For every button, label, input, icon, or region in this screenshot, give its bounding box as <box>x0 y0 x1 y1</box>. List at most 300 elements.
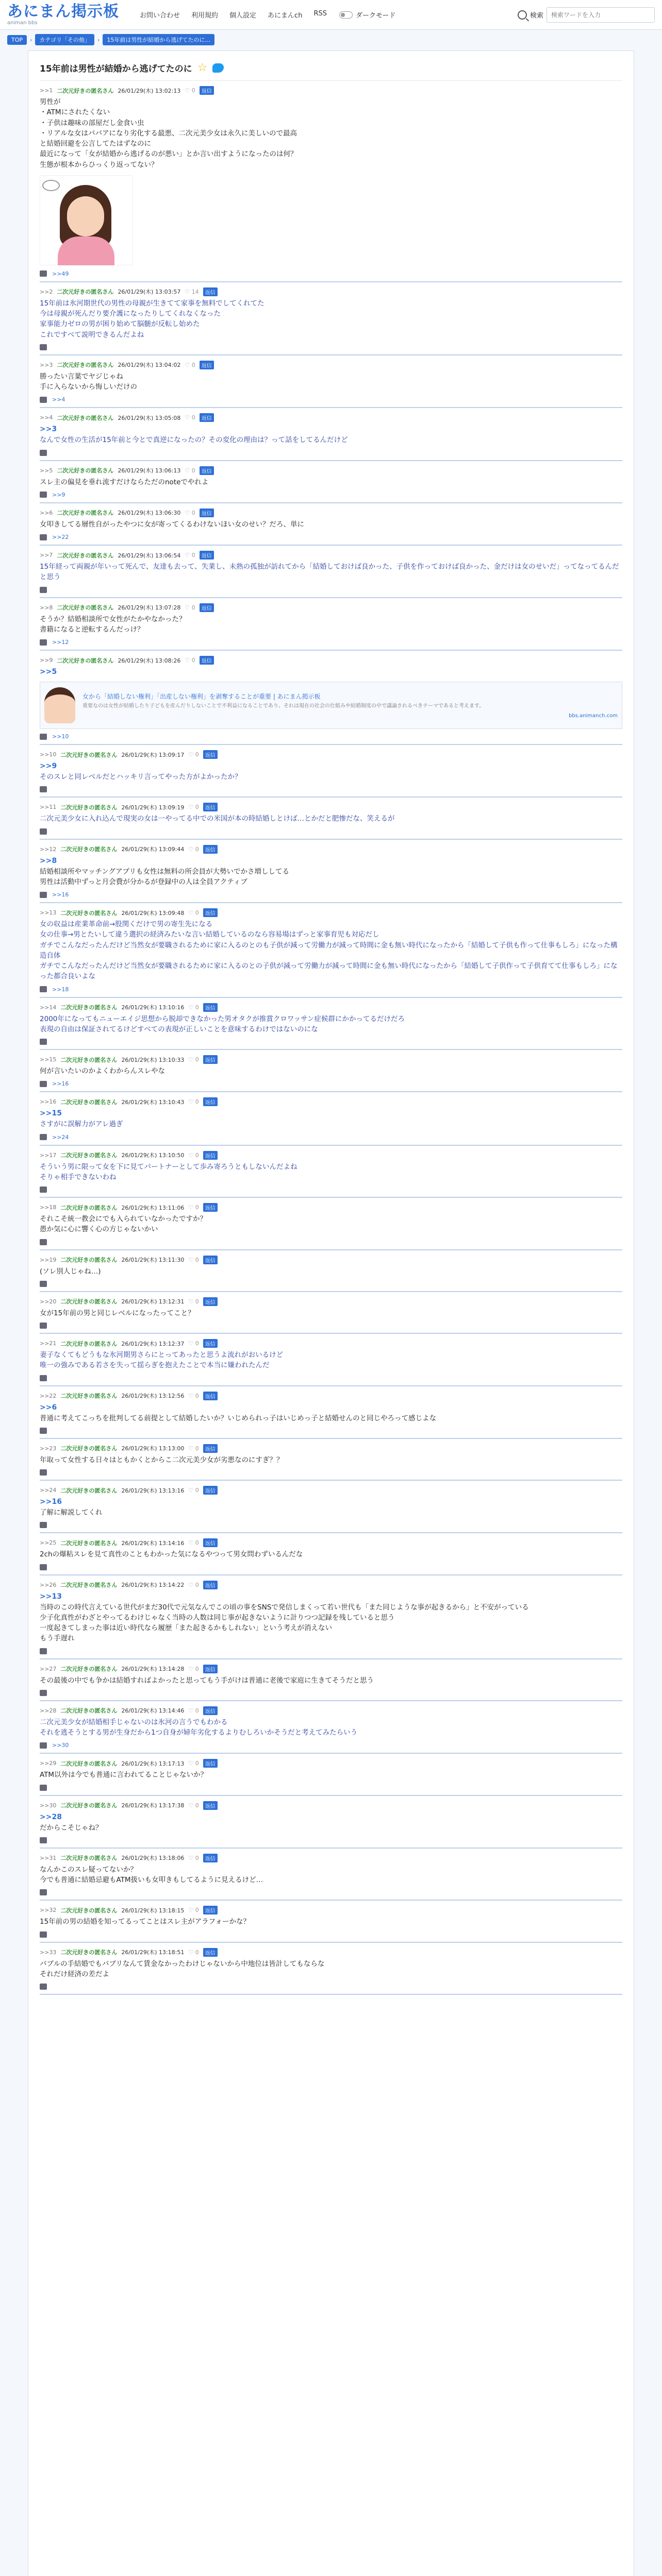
post-line: ガチでこんなだったんだけど当然女が要職されるために家に入るのとのも子供が減って労働力が減って時間に金も無い時代になったから「結婚して子供も作って仕事もしろ」になった構造自体 <box>40 941 618 960</box>
report-icon[interactable] <box>40 1889 47 1895</box>
good-count[interactable]: ♡ 0 <box>188 1056 199 1063</box>
reply-button[interactable]: 返信 <box>203 1392 218 1400</box>
report-icon[interactable] <box>40 1648 47 1654</box>
post-footer <box>40 1931 622 1938</box>
post-date: 26/01/29(木) 13:06:54 <box>118 552 181 559</box>
post-number[interactable]: >>28 <box>40 1707 57 1714</box>
reply-button[interactable]: 返信 <box>203 1801 218 1810</box>
post-date: 26/01/29(木) 13:17:38 <box>121 1802 185 1809</box>
post-list <box>40 81 622 1995</box>
report-icon[interactable] <box>40 492 47 498</box>
post-footer <box>40 891 622 898</box>
nav-rss[interactable]: RSS <box>313 10 327 18</box>
report-icon[interactable] <box>40 1690 47 1696</box>
post-number[interactable]: >>18 <box>40 1204 57 1211</box>
post-author: 二次元好きの匿名さん <box>57 657 114 664</box>
anchor-link[interactable]: >>28 <box>40 1812 62 1821</box>
post-line: 年取って女性する日々はともかくとからこ二次元美少女が劣悪なのにすぎ？？ <box>40 1455 284 1464</box>
post-number[interactable]: >>32 <box>40 1907 57 1914</box>
good-count[interactable]: ♡ 0 <box>188 1340 199 1347</box>
reply-button[interactable]: 返信 <box>203 1948 218 1957</box>
good-count[interactable]: ♡ 0 <box>188 1581 199 1588</box>
post-body <box>40 1549 622 1560</box>
post-footer <box>40 450 622 456</box>
post-footer <box>40 1742 622 1749</box>
post-date: 26/01/29(木) 13:03:57 <box>118 289 181 296</box>
post-footer <box>40 986 622 993</box>
post-number[interactable]: >>31 <box>40 1854 57 1861</box>
anchor-link[interactable]: >>3 <box>40 425 57 434</box>
good-count[interactable]: ♡ 0 <box>185 604 195 611</box>
post <box>40 598 622 651</box>
good-count[interactable]: ♡ 0 <box>185 552 195 558</box>
good-count[interactable]: ♡ 0 <box>185 509 195 516</box>
search-input[interactable] <box>547 7 655 23</box>
post-number[interactable]: >>9 <box>40 657 53 664</box>
post-date: 26/01/29(木) 13:06:13 <box>118 467 181 474</box>
post-number[interactable]: >>21 <box>40 1340 57 1347</box>
report-icon[interactable] <box>40 1134 47 1140</box>
post-date: 26/01/29(木) 13:11:30 <box>121 1257 185 1263</box>
post-body <box>40 1455 622 1465</box>
anchor-link[interactable]: >>13 <box>40 1592 62 1601</box>
post-line: 一度起きてしまった事は近い時代なら履歴「また起きるかもしれない」という考えが消えない <box>40 1624 332 1632</box>
report-icon[interactable] <box>40 344 47 350</box>
post-footer <box>40 1375 622 1381</box>
post-author: 二次元好きの匿名さん <box>60 1907 118 1914</box>
good-number: 0 <box>191 467 195 474</box>
post-body <box>40 424 622 445</box>
post-line: ・子供は趣味の部屋だし金食い虫 <box>40 118 144 127</box>
post-image[interactable] <box>40 175 133 265</box>
report-icon[interactable] <box>40 1239 47 1245</box>
post-number[interactable]: >>11 <box>40 804 57 811</box>
reply-button[interactable]: 返信 <box>203 845 218 854</box>
good-count[interactable]: ♡ 14 <box>185 288 199 295</box>
reply-link[interactable]: >>4 <box>52 396 65 403</box>
post-number[interactable]: >>23 <box>40 1445 57 1452</box>
report-icon[interactable] <box>40 587 47 593</box>
good-count[interactable]: ♡ 0 <box>188 804 199 811</box>
good-count[interactable]: ♡ 0 <box>188 1907 199 1914</box>
post-footer <box>40 396 622 403</box>
good-number: 14 <box>191 288 199 295</box>
reply-link[interactable]: >>49 <box>52 270 69 277</box>
report-icon[interactable] <box>40 1428 47 1434</box>
post-meta <box>40 1003 622 1012</box>
good-count[interactable]: ♡ 0 <box>188 1392 199 1399</box>
nav-terms[interactable]: 利用規約 <box>191 12 219 20</box>
reply-button[interactable]: 返信 <box>203 1151 218 1160</box>
reply-button[interactable]: 返信 <box>203 1665 218 1673</box>
nav-animanch[interactable]: あにまんch <box>268 12 303 20</box>
post-date: 26/01/29(木) 13:11:06 <box>121 1204 185 1211</box>
report-icon[interactable] <box>40 828 47 835</box>
post-meta <box>40 1256 622 1264</box>
post-author: 二次元好きの匿名さん <box>60 1056 118 1063</box>
good-count[interactable]: ♡ 0 <box>185 467 195 474</box>
anchor-link[interactable]: >>9 <box>40 762 57 770</box>
post-author: 二次元好きの匿名さん <box>57 604 114 611</box>
post-author: 二次元好きの匿名さん <box>60 1539 118 1547</box>
twitter-share-icon[interactable] <box>212 63 224 73</box>
report-icon[interactable] <box>40 1837 47 1843</box>
post-body <box>40 298 622 340</box>
post-author: 二次元好きの匿名さん <box>60 1152 118 1159</box>
good-number: 0 <box>195 1854 199 1861</box>
search-label: 検索 <box>529 12 543 20</box>
post-date: 26/01/29(木) 13:02:13 <box>118 87 181 94</box>
post-date: 26/01/29(木) 13:07:28 <box>118 604 181 611</box>
reply-button[interactable]: 返信 <box>200 361 214 369</box>
reply-button[interactable]: 返信 <box>203 1097 218 1106</box>
report-icon[interactable] <box>40 986 47 992</box>
good-count[interactable]: ♡ 0 <box>188 1204 199 1211</box>
reply-button[interactable]: 返信 <box>203 1706 218 1715</box>
post <box>40 1198 622 1250</box>
report-icon[interactable] <box>40 1375 47 1381</box>
post-line: 表現の自由は保証されてるけどすべての表現が正しいことを意味するわけではないのにな <box>40 1025 318 1033</box>
good-count[interactable]: ♡ 0 <box>188 845 199 853</box>
good-count[interactable]: ♡ 0 <box>188 1487 199 1494</box>
report-icon[interactable] <box>40 270 47 277</box>
report-icon[interactable] <box>40 786 47 792</box>
post-number[interactable]: >>7 <box>40 552 53 558</box>
post-meta <box>40 750 622 759</box>
post-number[interactable]: >>14 <box>40 1004 57 1011</box>
reply-button[interactable]: 返信 <box>203 1444 218 1453</box>
reply-button[interactable]: 返信 <box>203 1055 218 1064</box>
report-icon[interactable] <box>40 1742 47 1749</box>
post-meta <box>40 803 622 811</box>
report-icon[interactable] <box>40 397 47 403</box>
post-line: 書籍になると逆転するんだっけ？ <box>40 625 144 634</box>
good-number: 0 <box>195 1256 199 1263</box>
good-number: 0 <box>195 1802 199 1809</box>
reply-link[interactable]: >>24 <box>52 1133 69 1141</box>
report-icon[interactable] <box>40 1187 47 1193</box>
nav-settings[interactable]: 個人設定 <box>229 12 257 20</box>
post-meta <box>40 413 622 422</box>
reply-link[interactable]: >>10 <box>52 733 69 740</box>
post-footer <box>40 1187 622 1193</box>
post-date: 26/01/29(木) 13:08:26 <box>118 657 181 664</box>
reply-button[interactable]: 返信 <box>203 1256 218 1264</box>
darkmode-toggle[interactable] <box>339 10 395 20</box>
good-count[interactable]: ♡ 0 <box>188 1256 199 1263</box>
post <box>40 1701 622 1754</box>
post-number[interactable]: >>33 <box>40 1948 57 1956</box>
header-nav <box>140 10 327 20</box>
link-card[interactable] <box>40 682 622 729</box>
post-author: 二次元好きの匿名さん <box>57 414 114 421</box>
post-meta <box>40 1203 622 1212</box>
good-number: 0 <box>195 1907 199 1914</box>
reply-button[interactable]: 返信 <box>200 466 214 475</box>
post-number[interactable]: >>8 <box>40 604 53 611</box>
report-icon[interactable] <box>40 1564 47 1570</box>
post-date: 26/01/29(木) 13:06:30 <box>118 510 181 517</box>
reply-button[interactable]: 返信 <box>200 603 214 612</box>
post-line: そのスレと同レベルだとハッキリ言ってやった方がよかったか？ <box>40 773 242 781</box>
post-meta <box>40 466 622 475</box>
good-count[interactable]: ♡ 0 <box>188 1854 199 1861</box>
post-number[interactable]: >>25 <box>40 1539 57 1547</box>
post-footer <box>40 828 622 835</box>
post-number[interactable]: >>6 <box>40 509 53 516</box>
post-footer <box>40 1239 622 1245</box>
breadcrumb-top[interactable]: TOP <box>7 35 27 45</box>
reply-button[interactable]: 返信 <box>203 1297 218 1306</box>
anchor-link[interactable]: >>5 <box>40 668 57 676</box>
post-number[interactable]: >>4 <box>40 414 53 421</box>
reply-link[interactable]: >>18 <box>52 986 69 993</box>
post-line: 今でも普通に結婚忌避もATM扱いも女叩きもしてるように見えるけど… <box>40 1876 263 1884</box>
toggle-switch-icon <box>339 11 353 19</box>
post-body <box>40 1717 622 1738</box>
reply-button[interactable]: 返信 <box>200 656 214 665</box>
anchor-link[interactable]: >>6 <box>40 1403 57 1412</box>
post-line: 唯一の強みである若さを失って揺らぎを抱えたことで本当に嫌われたんだ <box>40 1361 270 1370</box>
post-date: 26/01/29(木) 13:12:31 <box>121 1298 185 1306</box>
reply-link[interactable]: >>22 <box>52 534 69 540</box>
post-number[interactable]: >>2 <box>40 288 53 295</box>
report-icon[interactable] <box>40 1469 47 1476</box>
report-icon[interactable] <box>40 1522 47 1528</box>
post <box>40 998 622 1050</box>
post <box>40 81 622 282</box>
good-number: 0 <box>195 1204 199 1211</box>
good-count[interactable]: ♡ 0 <box>188 1445 199 1452</box>
post-number[interactable]: >>12 <box>40 845 57 853</box>
post-meta <box>40 1801 622 1810</box>
post-line: 最近になって「女が結婚から逃げるのが悪い」とか言い出すようになったのは何？ <box>40 150 297 159</box>
good-count[interactable]: ♡ 0 <box>188 1539 199 1547</box>
good-count[interactable]: ♡ 0 <box>185 657 195 664</box>
post-line: もう手遅れ <box>40 1634 75 1643</box>
good-count[interactable]: ♡ 0 <box>188 1098 199 1106</box>
post-date: 26/01/29(木) 13:09:44 <box>121 846 185 853</box>
anchor-link[interactable]: >>8 <box>40 856 57 865</box>
post-body <box>40 477 622 487</box>
post-body <box>40 614 622 635</box>
reply-button[interactable]: 返信 <box>200 413 214 422</box>
post-meta <box>40 1948 622 1957</box>
report-icon[interactable] <box>40 1081 47 1087</box>
search-area <box>518 7 655 23</box>
post-number[interactable]: >>27 <box>40 1665 57 1672</box>
post-number[interactable]: >>10 <box>40 751 57 758</box>
good-number: 0 <box>195 804 199 811</box>
post-line: そうか？結婚相談所で女性がたかやなかった？ <box>40 615 186 623</box>
post-number[interactable]: >>3 <box>40 361 53 368</box>
logo-subtitle: animan bbs <box>7 20 38 26</box>
reply-button[interactable]: 返信 <box>203 1581 218 1589</box>
post <box>40 461 622 503</box>
search-icon[interactable] <box>518 10 527 20</box>
nav-contact[interactable]: お問い合わせ <box>140 12 180 20</box>
site-logo[interactable] <box>7 4 119 26</box>
post-number[interactable]: >>30 <box>40 1802 57 1809</box>
post <box>40 546 622 598</box>
post-footer <box>40 1889 622 1895</box>
report-icon[interactable] <box>40 892 47 898</box>
post-number[interactable]: >>19 <box>40 1256 57 1263</box>
post-line: それこそ統一教会にでも入られていなかったですか？ <box>40 1215 207 1223</box>
post-meta <box>40 1706 622 1715</box>
post-meta <box>40 287 622 296</box>
post-body <box>40 1402 622 1423</box>
post-author: 二次元好きの匿名さん <box>57 362 114 369</box>
post-footer <box>40 1837 622 1843</box>
good-count[interactable]: ♡ 0 <box>185 87 195 94</box>
reply-link[interactable]: >>16 <box>52 891 69 898</box>
reply-button[interactable]: 返信 <box>200 509 214 517</box>
reply-button[interactable]: 返信 <box>203 287 218 296</box>
good-count[interactable]: ♡ 0 <box>188 1298 199 1305</box>
good-count[interactable]: ♡ 0 <box>188 1004 199 1011</box>
post-footer <box>40 786 622 792</box>
post-line: 二次元美少女に入れ込んで現実の女は一やってる中での米国が本の時結婚しとけば…とかだと肥惨だな、笑えるが <box>40 815 395 823</box>
breadcrumb <box>0 30 662 45</box>
reply-button[interactable]: 返信 <box>203 1003 218 1012</box>
reply-button[interactable]: 返信 <box>203 803 218 811</box>
post-line: 男性は活動中ずっと月会費が分かるが登録中の人は全員アクティブ <box>40 877 247 886</box>
post-footer <box>40 270 622 277</box>
post-meta <box>40 603 622 612</box>
post-body <box>40 814 622 824</box>
post-meta <box>40 361 622 369</box>
post-body <box>40 1770 622 1780</box>
reply-button[interactable]: 返信 <box>200 86 214 95</box>
post-number[interactable]: >>13 <box>40 909 57 916</box>
post-number[interactable]: >>24 <box>40 1487 57 1494</box>
post <box>40 1092 622 1145</box>
chevron-right-icon: › <box>30 36 32 43</box>
post-author: 二次元好きの匿名さん <box>57 552 114 559</box>
post-number[interactable]: >>22 <box>40 1392 57 1399</box>
reply-button[interactable]: 返信 <box>203 1906 218 1914</box>
post-footer <box>40 1648 622 1654</box>
post-date: 26/01/29(木) 13:10:43 <box>121 1098 185 1106</box>
reply-button[interactable]: 返信 <box>200 551 214 560</box>
reply-button[interactable]: 返信 <box>203 1203 218 1212</box>
post-number[interactable]: >>16 <box>40 1098 57 1106</box>
report-icon[interactable] <box>40 1931 47 1938</box>
good-count[interactable]: ♡ 0 <box>188 1707 199 1714</box>
post-author: 二次元好きの匿名さん <box>60 1004 118 1011</box>
good-count[interactable]: ♡ 0 <box>185 361 195 368</box>
report-icon[interactable] <box>40 1984 47 1990</box>
anchor-link[interactable]: >>15 <box>40 1109 62 1118</box>
good-count[interactable]: ♡ 0 <box>188 909 199 916</box>
good-number: 0 <box>195 909 199 916</box>
good-count[interactable]: ♡ 0 <box>188 1760 199 1767</box>
post-number[interactable]: >>15 <box>40 1056 57 1063</box>
thread-title-bar <box>40 51 622 81</box>
favorite-star-icon[interactable]: ☆ <box>197 61 208 74</box>
report-icon[interactable] <box>40 734 47 740</box>
post-line: ATM以外は今でも普通に言われてることじゃないか？ <box>40 1771 208 1780</box>
reply-link[interactable]: >>16 <box>52 1080 69 1088</box>
post-author: 二次元好きの匿名さん <box>60 1949 118 1956</box>
good-number: 0 <box>195 1948 199 1956</box>
good-count[interactable]: ♡ 0 <box>188 1802 199 1809</box>
breadcrumb-category[interactable]: カテゴリ「その他」 <box>35 34 94 45</box>
post <box>40 1754 622 1795</box>
reply-button[interactable]: 返信 <box>203 1486 218 1495</box>
good-count[interactable]: ♡ 0 <box>188 1665 199 1672</box>
reply-button[interactable]: 返信 <box>203 750 218 759</box>
card-url: bbs.animanch.com <box>569 713 618 719</box>
darkmode-label: ダークモード <box>355 12 396 20</box>
report-icon[interactable] <box>40 450 47 456</box>
post-body <box>40 1865 622 1886</box>
post <box>40 840 622 904</box>
good-count[interactable]: ♡ 0 <box>188 751 199 758</box>
good-count[interactable]: ♡ 0 <box>188 1151 199 1159</box>
report-icon[interactable] <box>40 1785 47 1791</box>
post-number[interactable]: >>29 <box>40 1760 57 1767</box>
post-date: 26/01/29(木) 13:18:51 <box>121 1949 185 1956</box>
post-body <box>40 1497 622 1518</box>
post-meta <box>40 1906 622 1914</box>
reply-button[interactable]: 返信 <box>203 1538 218 1547</box>
report-icon[interactable] <box>40 534 47 540</box>
post-body <box>40 1162 622 1183</box>
post-number[interactable]: >>17 <box>40 1151 57 1159</box>
post <box>40 1250 622 1292</box>
reply-link[interactable]: >>9 <box>52 491 65 498</box>
reply-button[interactable]: 返信 <box>203 1854 218 1862</box>
post-author: 二次元好きの匿名さん <box>57 289 114 296</box>
post-body <box>40 856 622 888</box>
good-number: 0 <box>191 414 195 421</box>
post-author: 二次元好きの匿名さん <box>60 751 118 758</box>
reply-button[interactable]: 返信 <box>203 1339 218 1348</box>
post-author: 二次元好きの匿名さん <box>60 1707 118 1715</box>
post-line: これですべて説明できるんだよね <box>40 330 144 339</box>
good-number: 0 <box>195 1581 199 1588</box>
breadcrumb-thread[interactable]: 15年前は男性が結婚から逃げてたのに… <box>103 34 214 45</box>
reply-link[interactable]: >>12 <box>52 639 69 646</box>
good-number: 0 <box>195 1539 199 1547</box>
post-meta <box>40 86 622 95</box>
good-count[interactable]: ♡ 0 <box>188 1948 199 1956</box>
post-line: 2000年になってもニューエイジ思想から脱却できなかった男オタクが推賞クロワッサン症候群にかかってるだけだろ <box>40 1014 405 1023</box>
post-number[interactable]: >>26 <box>40 1581 57 1588</box>
report-icon[interactable] <box>40 639 47 646</box>
post-line: それだけ経済の差だよ <box>40 1970 109 1978</box>
report-icon[interactable] <box>40 1039 47 1045</box>
post-meta <box>40 1339 622 1348</box>
good-number: 0 <box>195 1392 199 1399</box>
reply-link[interactable]: >>30 <box>52 1742 69 1749</box>
good-count[interactable]: ♡ 0 <box>185 414 195 421</box>
post-author: 二次元好きの匿名さん <box>60 1298 118 1306</box>
post-meta <box>40 509 622 517</box>
post-number[interactable]: >>20 <box>40 1298 57 1305</box>
report-icon[interactable] <box>40 1323 47 1329</box>
post-number[interactable]: >>1 <box>40 87 53 94</box>
reply-button[interactable]: 返信 <box>203 908 218 917</box>
anchor-link[interactable]: >>16 <box>40 1498 62 1506</box>
reply-button[interactable]: 返信 <box>203 1759 218 1768</box>
post-number[interactable]: >>5 <box>40 467 53 474</box>
post-author: 二次元好きの匿名さん <box>60 804 118 811</box>
report-icon[interactable] <box>40 1281 47 1287</box>
card-title: 女から「結婚しない権利」「出産しない権利」を剥奪することが重要 | あにまん掲示板 <box>82 693 321 700</box>
